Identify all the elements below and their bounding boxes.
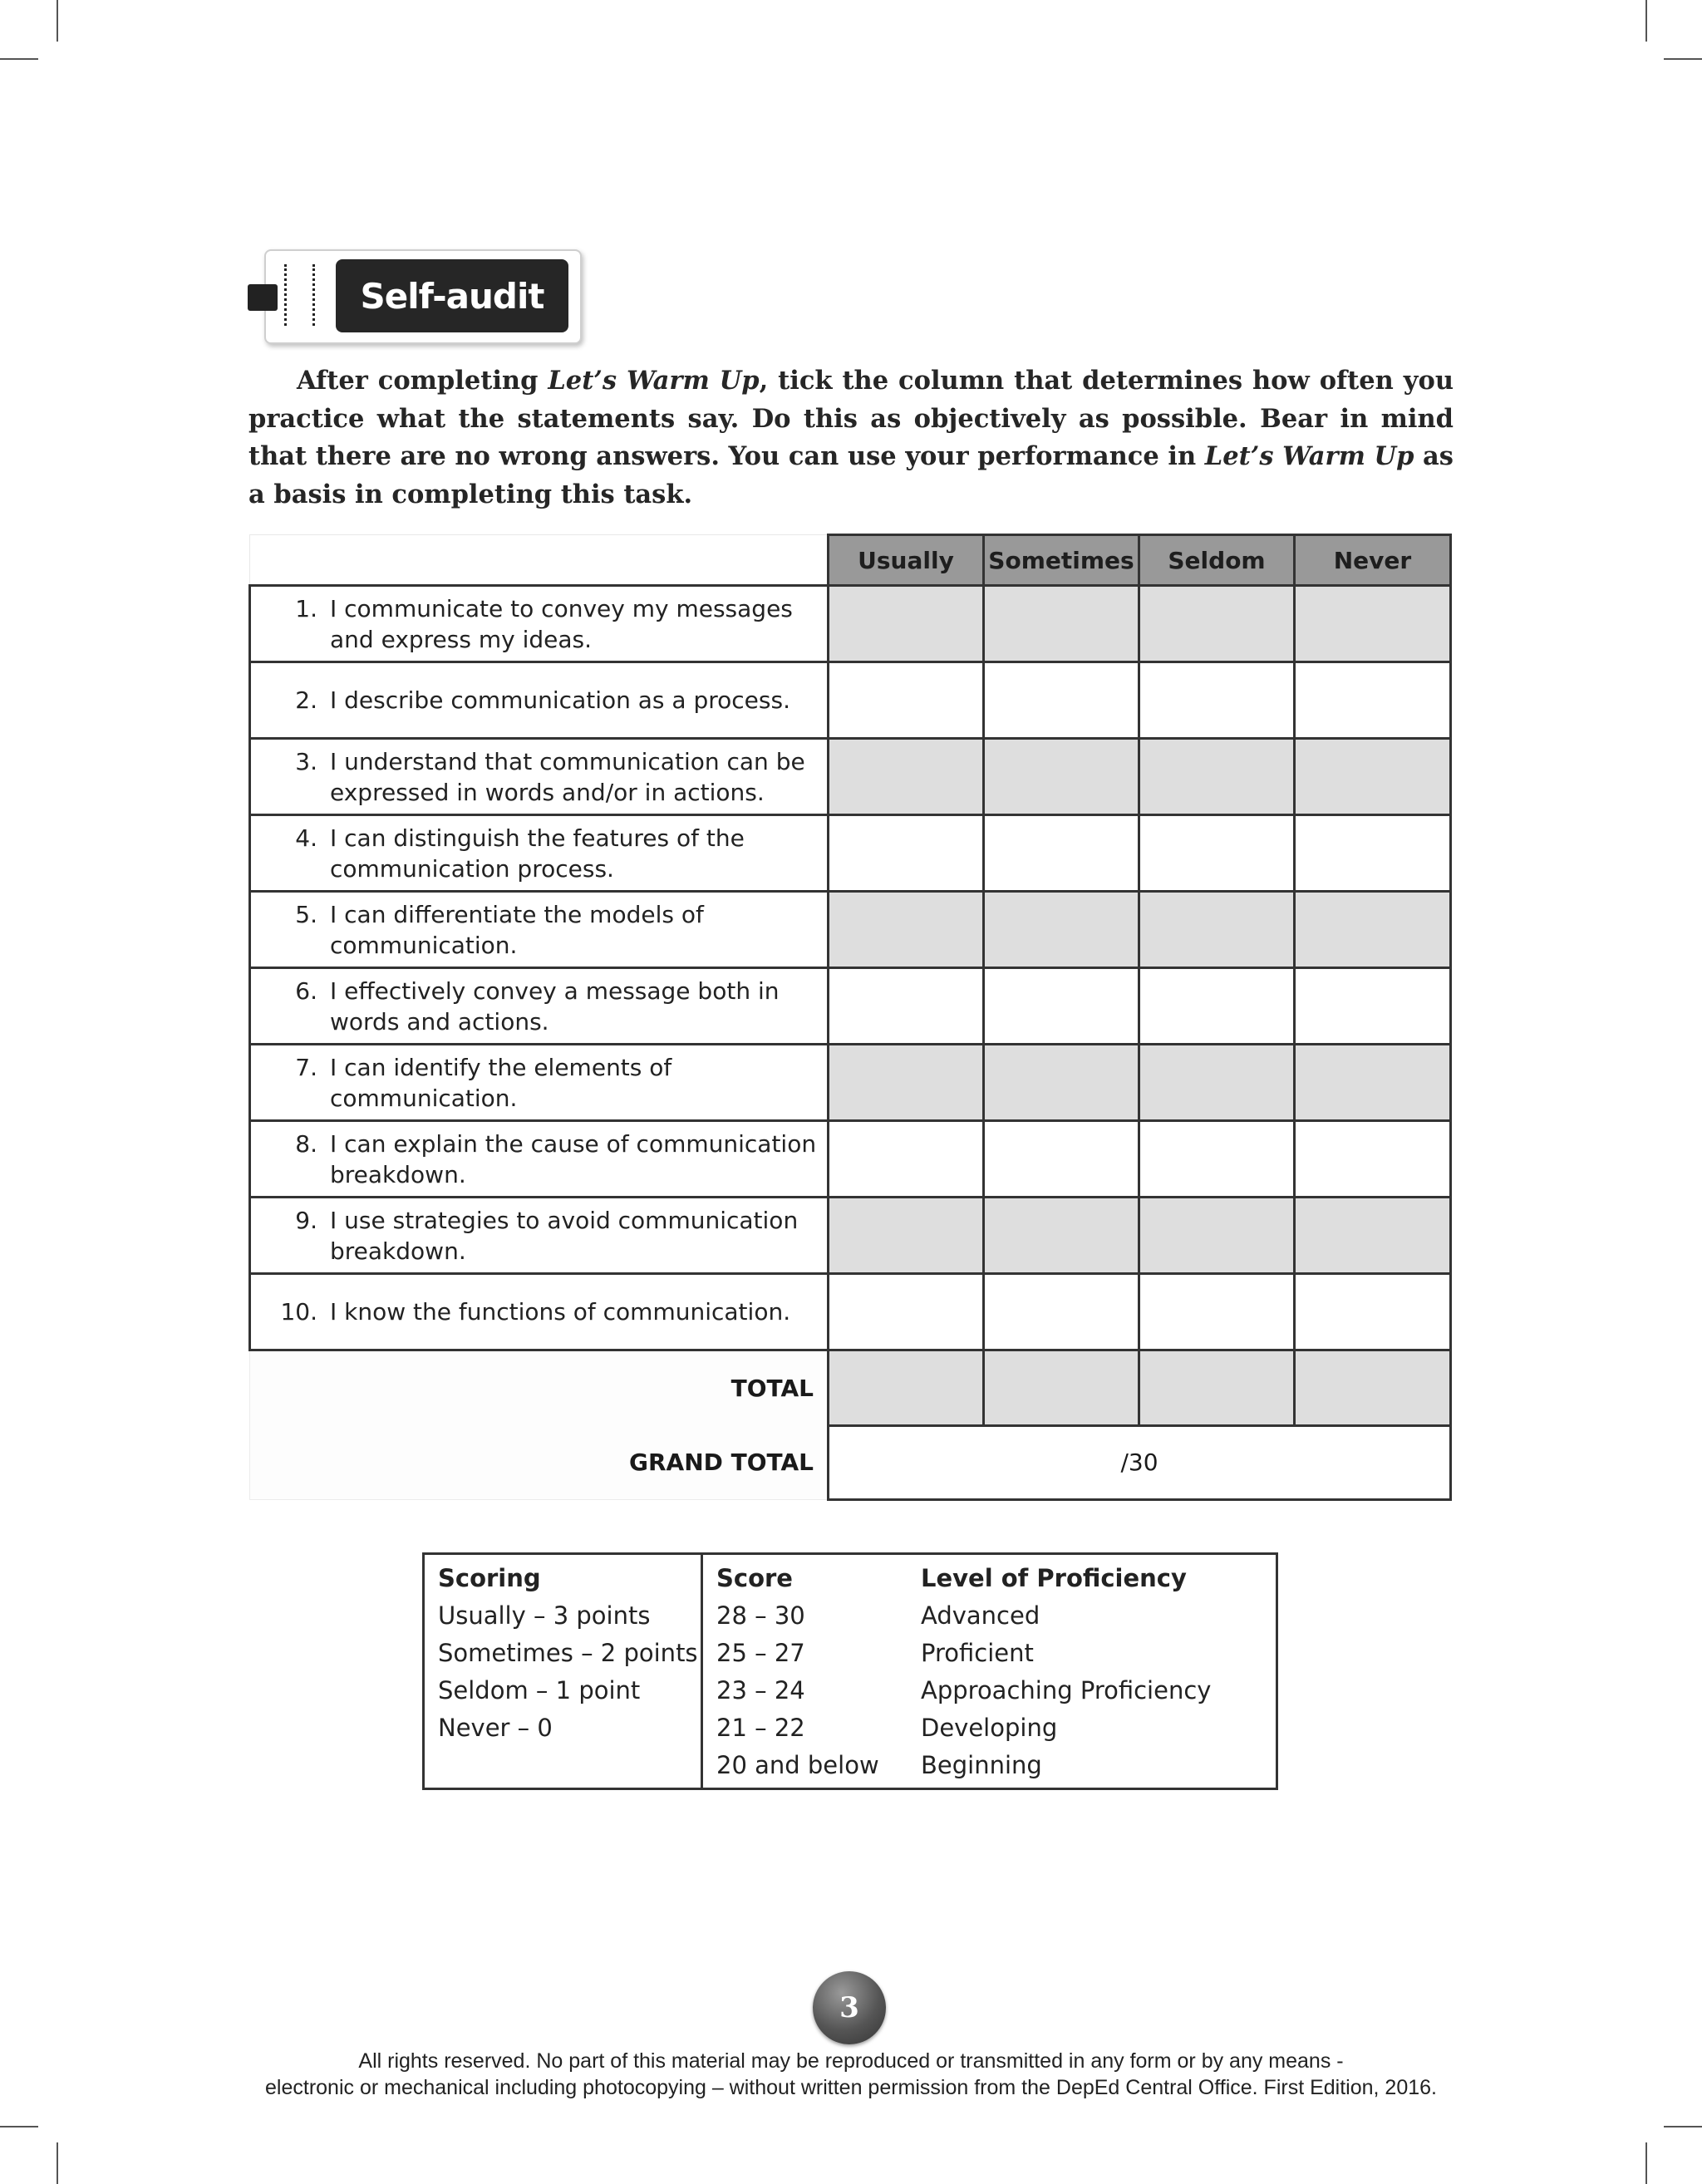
table-row xyxy=(250,586,1451,662)
proficiency-header: Level of Proficiency xyxy=(921,1564,1187,1592)
tick-cell-usually[interactable] xyxy=(829,892,984,968)
tick-cell-sometimes[interactable] xyxy=(984,1274,1139,1350)
statement-number: 1. xyxy=(295,594,317,622)
table-row xyxy=(250,892,1451,968)
statement-cell xyxy=(250,1198,829,1274)
statement-number: 4. xyxy=(295,824,317,852)
statement xyxy=(251,1129,827,1190)
statement-number: 2. xyxy=(295,686,317,714)
total-cell-sometimes[interactable] xyxy=(984,1350,1139,1426)
statement-cell xyxy=(250,586,829,662)
tick-cell-usually[interactable] xyxy=(829,586,984,662)
crop-mark xyxy=(57,0,58,42)
tick-cell-never[interactable] xyxy=(1295,892,1451,968)
score-range: 21 – 22 xyxy=(716,1714,805,1742)
statement-cell xyxy=(250,1121,829,1198)
tick-cell-never[interactable] xyxy=(1295,586,1451,662)
tick-cell-usually[interactable] xyxy=(829,1274,984,1350)
tick-cell-seldom[interactable] xyxy=(1139,739,1295,815)
tick-cell-seldom[interactable] xyxy=(1139,662,1295,739)
score-range-column xyxy=(702,1554,908,1789)
grand-total-label: GRAND TOTAL xyxy=(250,1425,829,1500)
statement-cell xyxy=(250,892,829,968)
tick-cell-usually[interactable] xyxy=(829,1045,984,1121)
proficiency-level: Advanced xyxy=(921,1601,1040,1630)
total-cell-never[interactable] xyxy=(1295,1350,1451,1426)
crop-mark xyxy=(1645,2142,1647,2184)
tick-cell-sometimes[interactable] xyxy=(984,1121,1139,1198)
footer-line-2: electronic or mechanical including photocopying – without written permission from the DepEd Central Office. First Edition, 2016. xyxy=(265,2076,1437,2099)
statement-number: 10. xyxy=(280,1298,317,1326)
statement-text: I communicate to convey my messages and express my ideas. xyxy=(330,594,793,653)
statement-cell xyxy=(250,739,829,815)
instructions-text: , tick the column that determines how often you practice what the statements say. Do this as objectively as possible. Bear in mind that there are no wrong answers. You can use your performance in xyxy=(248,366,1454,471)
statement-text: I can explain the cause of communication breakdown. xyxy=(330,1129,817,1188)
section-title: Self-audit xyxy=(336,259,568,332)
proficiency-level: Proficient xyxy=(921,1639,1034,1667)
proficiency-level: Approaching Proficiency xyxy=(921,1676,1212,1704)
table-row xyxy=(250,968,1451,1045)
header-blank-cell xyxy=(250,535,829,586)
statement xyxy=(251,976,827,1037)
table-row xyxy=(250,1121,1451,1198)
table-row xyxy=(250,1045,1451,1121)
crop-mark xyxy=(0,2126,38,2127)
tick-cell-usually[interactable] xyxy=(829,815,984,892)
column-header-seldom: Seldom xyxy=(1139,535,1295,586)
statement-cell xyxy=(250,1045,829,1121)
crop-mark xyxy=(1664,58,1702,60)
column-header-usually: Usually xyxy=(829,535,984,586)
statement-text: I can differentiate the models of communication. xyxy=(330,900,704,959)
proficiency-level-column xyxy=(908,1554,1277,1789)
statement-text: I understand that communication can be expressed in words and/or in actions. xyxy=(330,747,805,806)
tick-cell-sometimes[interactable] xyxy=(984,815,1139,892)
column-header-never: Never xyxy=(1295,535,1451,586)
statement-number: 5. xyxy=(295,900,317,928)
badge-dotted-line xyxy=(312,264,315,326)
tick-cell-usually[interactable] xyxy=(829,1121,984,1198)
section-badge xyxy=(248,249,580,342)
table-row xyxy=(250,662,1451,739)
tick-cell-never[interactable] xyxy=(1295,739,1451,815)
tick-cell-never[interactable] xyxy=(1295,968,1451,1045)
instructions-text: After completing xyxy=(297,366,548,396)
instructions-paragraph xyxy=(248,362,1454,514)
table-row xyxy=(250,1198,1451,1274)
statement-number: 6. xyxy=(295,976,317,1005)
scoring-header: Scoring xyxy=(438,1564,541,1592)
scoring-table xyxy=(422,1552,1278,1790)
statement-number: 3. xyxy=(295,747,317,775)
badge-dotted-line xyxy=(284,264,287,326)
self-audit-table xyxy=(248,534,1452,1501)
scoring-row xyxy=(424,1554,1277,1789)
scoring-point: Never – 0 xyxy=(438,1714,553,1742)
tick-cell-seldom[interactable] xyxy=(1139,1274,1295,1350)
total-cell-seldom[interactable] xyxy=(1139,1350,1295,1426)
statement-cell xyxy=(250,1274,829,1350)
crop-mark xyxy=(1664,2126,1702,2127)
statement-cell xyxy=(250,662,829,739)
scoring-point: Seldom – 1 point xyxy=(438,1676,641,1704)
tick-cell-usually[interactable] xyxy=(829,968,984,1045)
tick-cell-sometimes[interactable] xyxy=(984,968,1139,1045)
statement xyxy=(251,1296,827,1327)
proficiency-level: Developing xyxy=(921,1714,1058,1742)
column-header-sometimes: Sometimes xyxy=(984,535,1139,586)
crop-mark xyxy=(0,58,38,60)
scoring-points-column xyxy=(424,1554,702,1789)
total-row xyxy=(250,1350,1451,1426)
tick-cell-usually[interactable] xyxy=(829,662,984,739)
page-number-badge xyxy=(813,1971,886,2044)
grand-total-value[interactable]: /30 xyxy=(829,1425,1451,1500)
tick-cell-seldom[interactable] xyxy=(1139,1198,1295,1274)
table-row xyxy=(250,1274,1451,1350)
tick-cell-sometimes[interactable] xyxy=(984,739,1139,815)
total-cell-usually[interactable] xyxy=(829,1350,984,1426)
tick-cell-never[interactable] xyxy=(1295,815,1451,892)
grand-total-row xyxy=(250,1425,1451,1500)
tick-cell-sometimes[interactable] xyxy=(984,892,1139,968)
statement xyxy=(251,685,827,716)
score-range: 28 – 30 xyxy=(716,1601,805,1630)
statement xyxy=(251,746,827,808)
statement-text: I know the functions of communication. xyxy=(330,1298,791,1326)
statement xyxy=(251,1205,827,1267)
statement-text: I can identify the elements of communication. xyxy=(330,1053,672,1112)
tick-cell-seldom[interactable] xyxy=(1139,586,1295,662)
tick-cell-never[interactable] xyxy=(1295,662,1451,739)
table-row xyxy=(250,815,1451,892)
score-header: Score xyxy=(716,1564,793,1592)
total-label: TOTAL xyxy=(250,1350,829,1426)
statement-text: I describe communication as a process. xyxy=(330,686,790,714)
tick-cell-usually[interactable] xyxy=(829,1198,984,1274)
statement xyxy=(251,899,827,961)
instructions-text: as a basis in completing this task. xyxy=(248,441,1454,509)
crop-mark xyxy=(57,2142,58,2184)
statement xyxy=(251,1052,827,1114)
instructions-emphasis: Let’s Warm Up xyxy=(1204,441,1414,471)
tick-cell-seldom[interactable] xyxy=(1139,892,1295,968)
statement-number: 7. xyxy=(295,1053,317,1081)
tick-cell-seldom[interactable] xyxy=(1139,968,1295,1045)
scoring-point: Usually – 3 points xyxy=(438,1601,651,1630)
statement xyxy=(251,593,827,655)
statement-cell xyxy=(250,815,829,892)
statement-number: 8. xyxy=(295,1129,317,1158)
proficiency-level: Beginning xyxy=(921,1751,1042,1779)
badge-tab xyxy=(248,284,278,311)
tick-cell-sometimes[interactable] xyxy=(984,1198,1139,1274)
score-range: 20 and below xyxy=(716,1751,879,1779)
tick-cell-never[interactable] xyxy=(1295,1198,1451,1274)
tick-cell-sometimes[interactable] xyxy=(984,1045,1139,1121)
table-row xyxy=(250,739,1451,815)
tick-cell-seldom[interactable] xyxy=(1139,815,1295,892)
score-range: 23 – 24 xyxy=(716,1676,805,1704)
statement xyxy=(251,823,827,884)
tick-cell-sometimes[interactable] xyxy=(984,662,1139,739)
score-range: 25 – 27 xyxy=(716,1639,805,1667)
statement-text: I use strategies to avoid communication breakdown. xyxy=(330,1206,799,1265)
statement-text: I effectively convey a message both in words and actions. xyxy=(330,976,780,1035)
page-number: 3 xyxy=(839,1991,859,2024)
tick-cell-seldom[interactable] xyxy=(1139,1045,1295,1121)
table-header-row xyxy=(250,535,1451,586)
crop-mark xyxy=(1645,0,1647,42)
tick-cell-usually[interactable] xyxy=(829,739,984,815)
tick-cell-seldom[interactable] xyxy=(1139,1121,1295,1198)
statement-text: I can distinguish the features of the communication process. xyxy=(330,824,745,883)
tick-cell-never[interactable] xyxy=(1295,1274,1451,1350)
tick-cell-never[interactable] xyxy=(1295,1045,1451,1121)
tick-cell-never[interactable] xyxy=(1295,1121,1451,1198)
footer-line-1: All rights reserved. No part of this material may be reproduced or transmitted in any form or by any means - xyxy=(358,2049,1344,2073)
tick-cell-sometimes[interactable] xyxy=(984,586,1139,662)
instructions-emphasis: Let’s Warm Up xyxy=(548,366,760,396)
statement-number: 9. xyxy=(295,1206,317,1234)
statement-cell xyxy=(250,968,829,1045)
scoring-point: Sometimes – 2 points xyxy=(438,1639,698,1667)
